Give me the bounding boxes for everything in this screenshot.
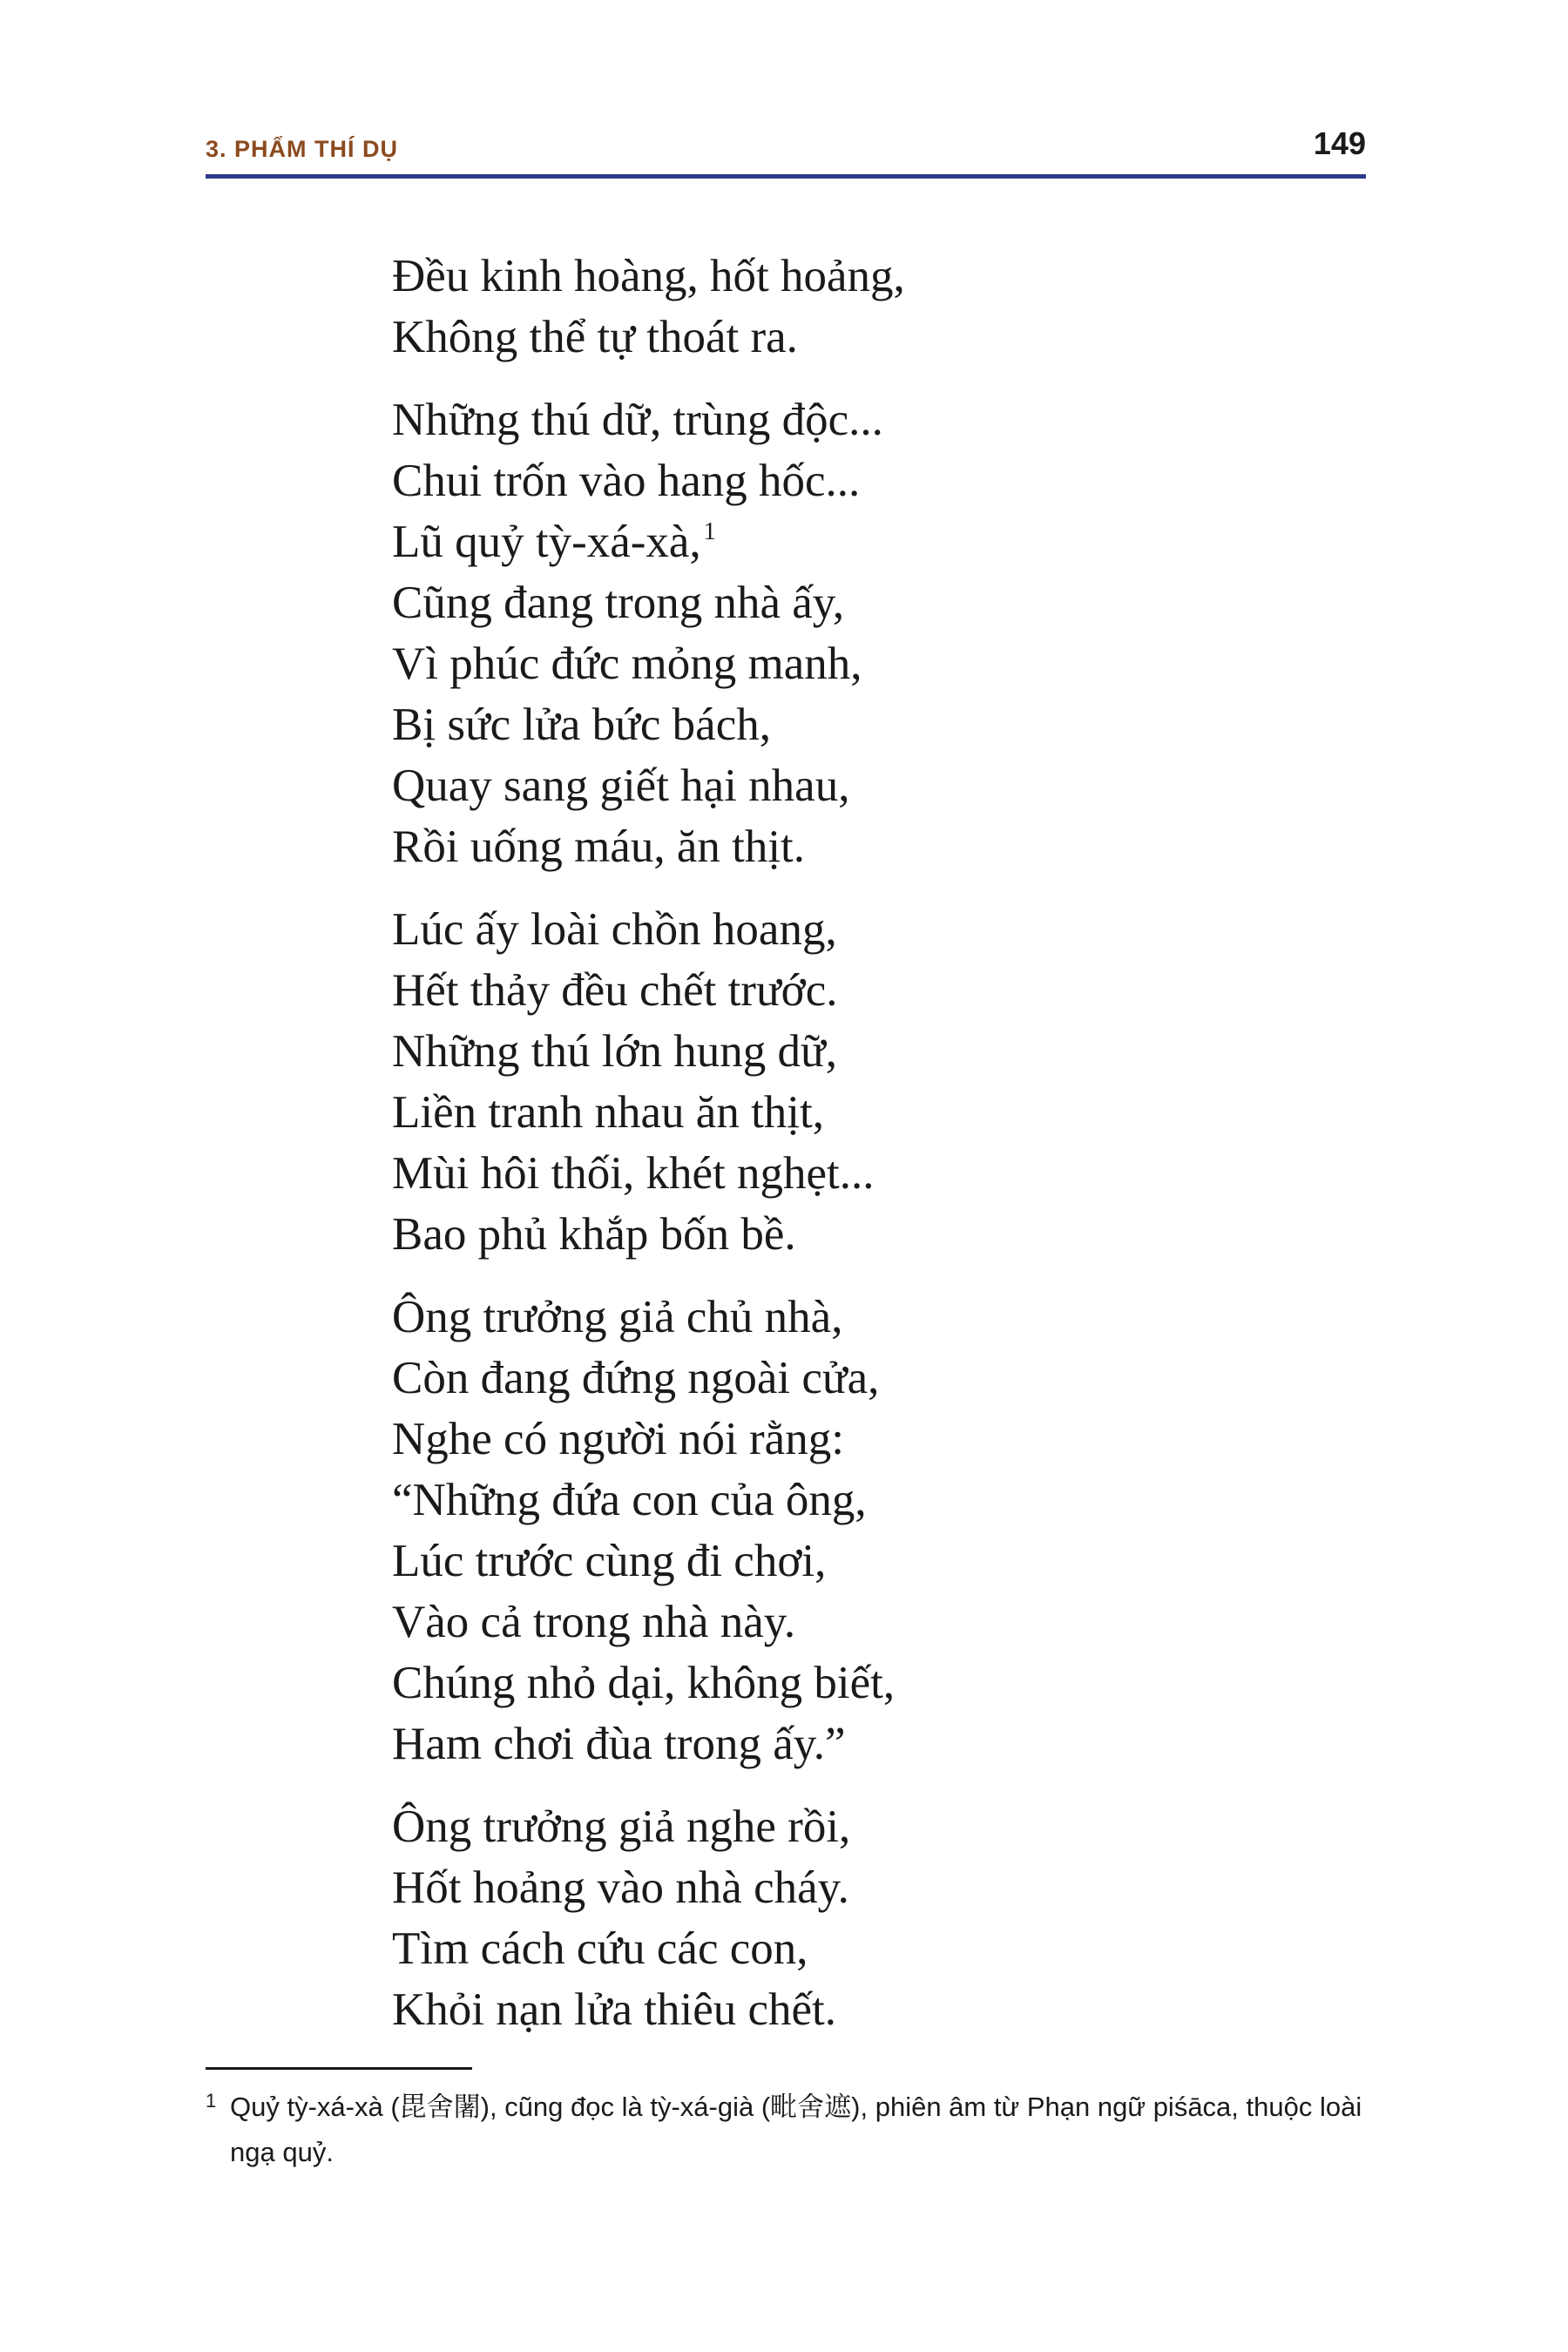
footnote-text: Quỷ tỳ-xá-xà (毘舍闍), cũng đọc là tỳ-xá-già (毗舍遮), phiên âm từ Phạn ngữ piśāca, thuộc loài ngạ quỷ. [230, 2092, 1362, 2167]
footnote [206, 2078, 1366, 2175]
poem-line: Lúc ấy loài chồn hoang, [392, 904, 837, 955]
poem-line: Ham chơi đùa trong ấy.” [392, 1719, 846, 1769]
poem-line-with-footnote [392, 511, 905, 572]
poem-line: Khỏi nạn lửa thiêu chết. [392, 1984, 836, 2035]
poem-line: “Những đứa con của ông, [392, 1475, 867, 1525]
poem-line: Ông trưởng giả chủ nhà, [392, 1292, 843, 1342]
poem-line: Rồi uống máu, ăn thịt. [392, 821, 806, 872]
stanza-4 [392, 1287, 905, 1774]
poem-line: Vào cả trong nhà này. [392, 1597, 796, 1647]
stanza-2 [392, 389, 905, 877]
poem-line-text: Lũ quỷ tỳ-xá-xà, [392, 517, 701, 567]
footnote-rule [206, 2067, 472, 2070]
poem-line: Bị sức lửa bức bách, [392, 700, 771, 750]
poem-line: Những thú dữ, trùng độc... [392, 395, 883, 445]
footnote-number: 1 [206, 2090, 217, 2112]
header-rule [206, 174, 1366, 179]
poem-line: Tìm cách cứu các con, [392, 1923, 808, 1974]
poem-line: Nghe có người nói rằng: [392, 1414, 844, 1464]
poem-body [392, 246, 905, 2062]
poem-line: Không thể tự thoát ra. [392, 312, 798, 362]
stanza-5 [392, 1796, 905, 2040]
poem-line: Bao phủ khắp bốn bề. [392, 1209, 796, 1260]
poem-line: Lúc trước cùng đi chơi, [392, 1536, 827, 1586]
poem-line: Chúng nhỏ dại, không biết, [392, 1658, 896, 1708]
poem-line: Còn đang đứng ngoài cửa, [392, 1353, 880, 1403]
chapter-title: 3. PHẨM THÍ DỤ [206, 136, 399, 162]
page-number: 149 [1313, 125, 1366, 161]
poem-line: Mùi hôi thối, khét nghẹt... [392, 1148, 875, 1199]
poem-line: Những thú lớn hung dữ, [392, 1026, 837, 1077]
poem-line: Đều kinh hoàng, hốt hoảng, [392, 251, 905, 301]
footnote-reference[interactable]: 1 [703, 518, 716, 545]
poem-line: Vì phúc đức mỏng manh, [392, 639, 862, 689]
footnote-body [206, 2078, 1366, 2175]
poem-line: Quay sang giết hại nhau, [392, 760, 850, 811]
poem-line: Cũng đang trong nhà ấy, [392, 578, 845, 628]
poem-line: Liền tranh nhau ăn thịt, [392, 1087, 824, 1138]
poem-line: Chui trốn vào hang hốc... [392, 456, 861, 506]
poem-line: Ông trưởng giả nghe rồi, [392, 1801, 851, 1852]
stanza-3 [392, 899, 905, 1265]
poem-line: Hết thảy đều chết trước. [392, 965, 838, 1016]
poem-line: Hốt hoảng vào nhà cháy. [392, 1862, 849, 1913]
stanza-1 [392, 246, 905, 368]
